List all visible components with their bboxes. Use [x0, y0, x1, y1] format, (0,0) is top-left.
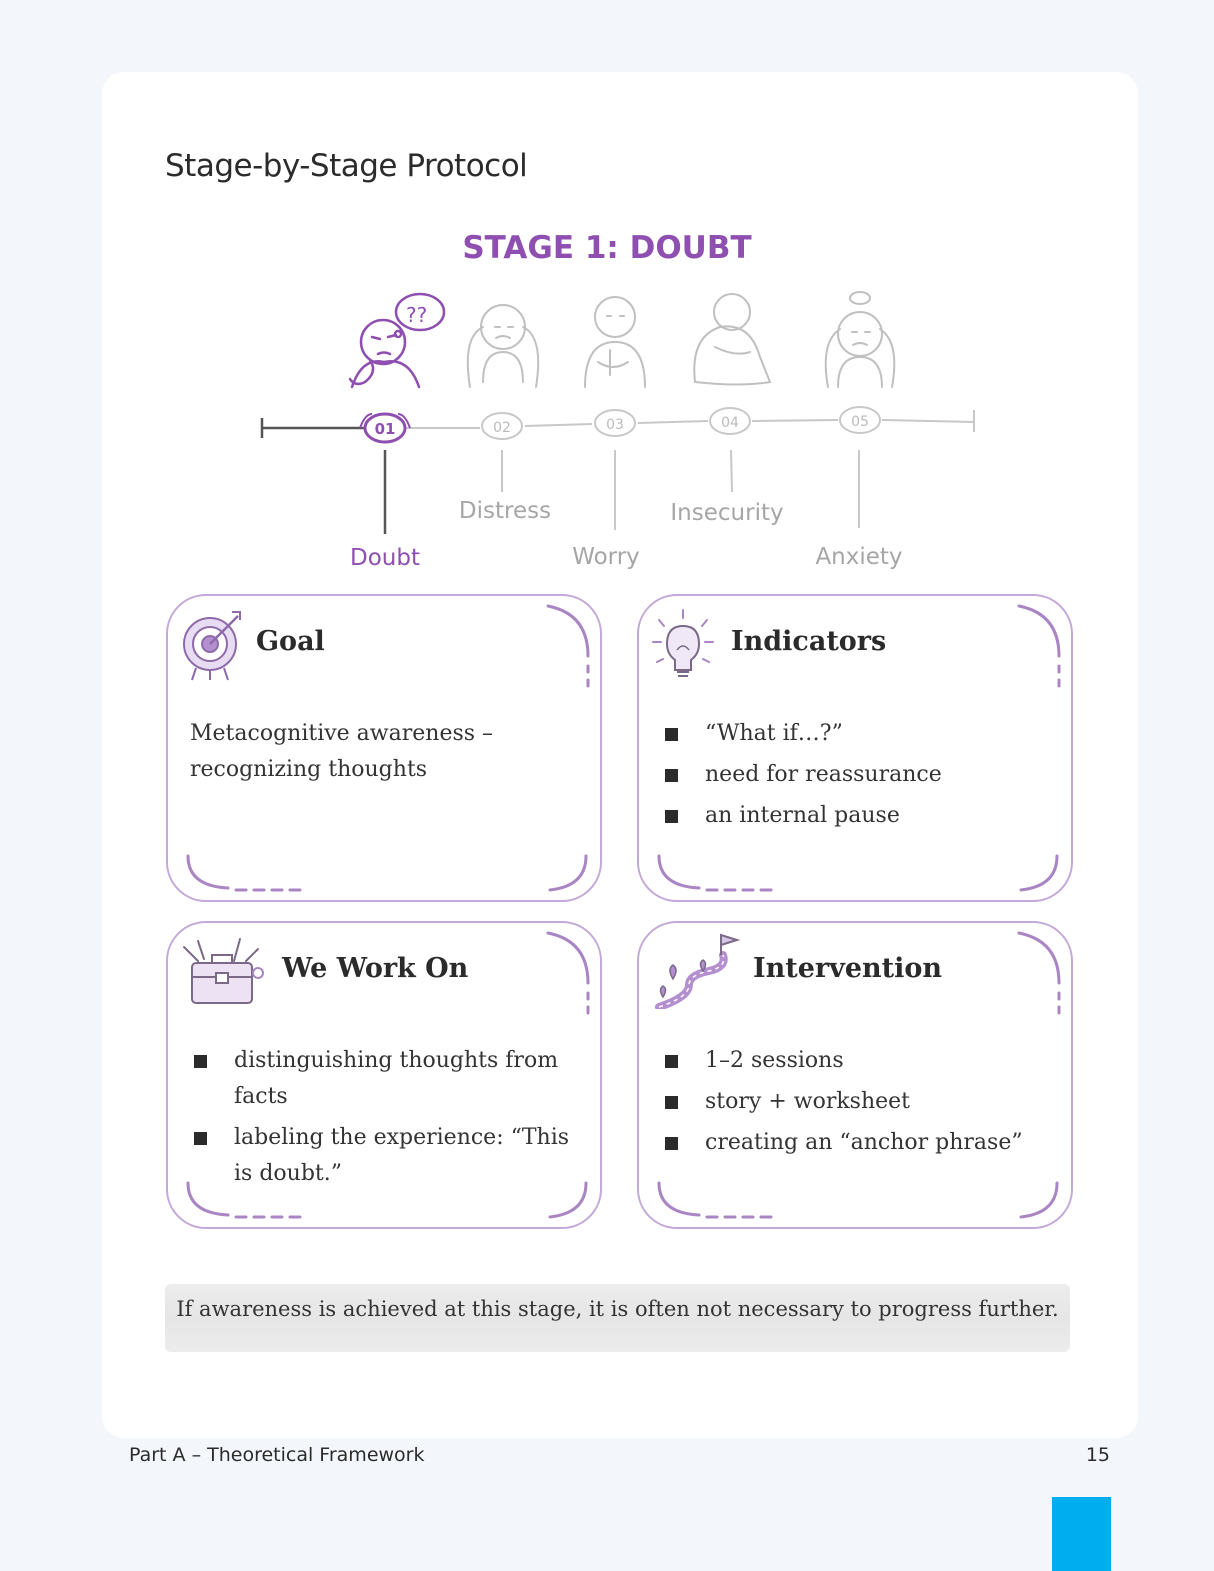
anxious-person-icon — [826, 292, 895, 387]
indicators-title: Indicators — [731, 626, 887, 657]
toolbox-icon — [178, 933, 268, 1009]
work-on-box — [166, 921, 602, 1229]
worried-person-icon — [585, 297, 645, 387]
work-on-title: We Work On — [282, 953, 469, 984]
list-item: story + worksheet — [661, 1084, 1041, 1120]
timeline-marker-03 — [595, 410, 635, 436]
timeline-marker-01 — [360, 414, 410, 442]
list-item: labeling the experience: “This is doubt.” — [190, 1120, 570, 1192]
page-tab-marker — [1052, 1497, 1111, 1571]
insecure-person-icon — [694, 294, 770, 385]
intervention-list — [661, 1043, 1041, 1166]
stage-label-doubt: Doubt — [350, 545, 420, 571]
target-icon — [178, 606, 246, 682]
footer-section-title: Part A – Theoretical Framework — [129, 1444, 425, 1466]
page-number: 15 — [1085, 1444, 1110, 1466]
list-item: need for reassurance — [661, 757, 1041, 793]
work-on-list — [190, 1043, 570, 1197]
marker-label: 03 — [606, 417, 624, 433]
marker-label: 05 — [851, 414, 869, 430]
list-item: 1–2 sessions — [661, 1043, 1041, 1079]
stage-label-insecurity: Insecurity — [670, 500, 784, 526]
thinking-person-icon — [350, 294, 444, 387]
road-map-icon — [649, 933, 745, 1009]
goal-box — [166, 594, 602, 902]
stage-label-distress: Distress — [458, 498, 552, 524]
stage-timeline — [240, 282, 1000, 582]
goal-text: Metacognitive awareness – recognizing thoughts — [190, 721, 494, 782]
section-title: Stage-by-Stage Protocol — [165, 148, 528, 184]
marker-label: 01 — [374, 420, 396, 438]
stage-title: STAGE 1: DOUBT — [462, 230, 752, 266]
goal-title: Goal — [256, 626, 325, 657]
svg-text:??: ?? — [406, 303, 428, 327]
list-item: distinguishing thoughts from facts — [190, 1043, 570, 1115]
indicators-list — [661, 716, 1041, 839]
stage-label-worry: Worry — [572, 544, 640, 570]
list-item: an internal pause — [661, 798, 1041, 834]
timeline-marker-05 — [840, 407, 880, 433]
marker-label: 04 — [721, 415, 739, 431]
timeline-marker-04 — [710, 408, 750, 434]
intervention-box — [637, 921, 1073, 1229]
indicators-box — [637, 594, 1073, 902]
list-item: “What if…?” — [661, 716, 1041, 752]
stage-label-anxiety: Anxiety — [815, 544, 903, 570]
marker-label: 02 — [493, 420, 511, 436]
intervention-title: Intervention — [753, 953, 942, 984]
distressed-person-icon — [468, 305, 538, 387]
note-text: If awareness is achieved at this stage, it is often not necessary to progress further. — [176, 1297, 1059, 1321]
timeline-marker-02 — [482, 413, 522, 439]
lightbulb-icon — [649, 606, 717, 682]
list-item: creating an “anchor phrase” — [661, 1125, 1041, 1161]
